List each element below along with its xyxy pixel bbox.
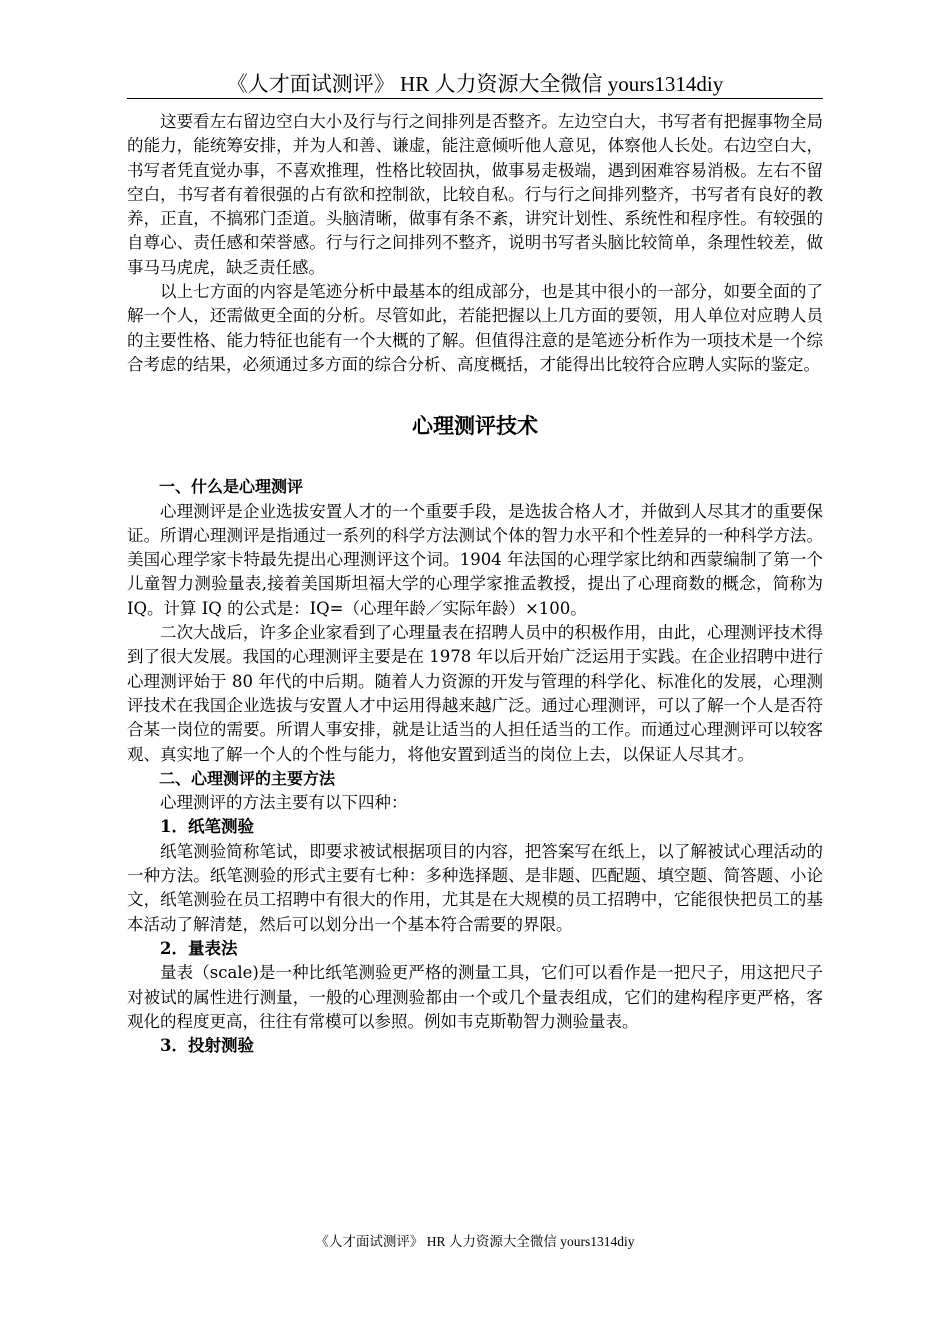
section-title: 心理测评技术 xyxy=(412,414,538,439)
header-divider xyxy=(127,98,823,99)
section-1-heading: 一、什么是心理测评 xyxy=(159,477,304,497)
intro-paragraph-1: 这要看左右留边空白大小及行与行之间排列是否整齐。左边空白大，书写者有把握事物全局的能力，能统筹安排，并为人和善、谦虚，能注意倾听他人意见，体察他人长处。右边空白大，书写者凭直觉办事，不喜欢推理，性格比较固执，做事易走极端，遇到困难容易消极。左右不留空白，书写者有着很强的占有欲和控制欲，比较自私。行与行之间排列整齐，书写者有良好的教养，正直，不搞邪门歪道。头脑清晰，做事有条不紊，讲究计划性、系统性和程序性。有较强的自尊心、责任感和荣誉感。行与行之间排列不整齐，说明书写者头脑比较简单，条理性较差，做事马马虎虎，缺乏责任感。 xyxy=(127,112,823,277)
method-1-text: 纸笔测验简称笔试，即要求被试根据项目的内容，把答案写在纸上，以了解被试心理活动的一种方法。纸笔测验的形式主要有七种：多种选择题、是非题、匹配题、填空题、简答题、小论文，纸笔测验在员工招聘中有很大的作用，尤其是在大规模的员工招聘中，它能很快把员工的基本活动了解清楚，然后可以划分出一个基本符合需要的界限。 xyxy=(127,841,823,934)
method-2-text: 量表（scale)是一种比纸笔测验更严格的测量工具，它们可以看作是一把尺子，用这把尺子对被试的属性进行测量，一般的心理测验都由一个或几个量表组成，它们的建构程序更严格，客观化的程度更高，往往有常模可以参照。例如韦克斯勒智力测验量表。 xyxy=(127,963,823,1031)
method-1-title: 1．纸笔测验 xyxy=(160,817,254,837)
intro-paragraph-2: 以上七方面的内容是笔迹分析中最基本的组成部分，也是其中很小的一部分，如要全面的了解一个人，还需做更全面的分析。尽管如此，若能把握以上几方面的要领，用人单位对应聘人员的主要性格、能力特征也能有一个大概的了解。但值得注意的是笔迹分析作为一项技术是一个综合考虑的结果，必须通过多方面的综合分析、高度概括，才能得出比较符合应聘人实际的鉴定。 xyxy=(127,282,823,374)
page-header: 《人才面试测评》 HR 人力资源大全微信 yours1314diy xyxy=(226,72,724,96)
document-body xyxy=(127,110,823,1058)
method-3-title: 3．投射测验 xyxy=(160,1036,254,1056)
method-2-title: 2．量表法 xyxy=(160,938,238,958)
page-footer: 《人才面试测评》 HR 人力资源大全微信 yours1314diy xyxy=(315,1234,635,1249)
section-1-paragraph-2: 二次大战后，许多企业家看到了心理量表在招聘人员中的积极作用，由此，心理测评技术得到了很大发展。我国的心理测评主要是在 1978 年以后开始广泛运用于实践。在企业招聘中进行心理测评始于 80 年代的中后期。随着人力资源的开发与管理的科学化、标准化的发展，心理测评技术在我国企业选拔与安置人才中运用得越来越广泛。通过心理测评，可以了解一个人是否符合某一岗位的需要。所谓人事安排，就是让适当的人担任适当的工作。而通过心理测评可以较客观、真实地了解一个人的个性与能力，将他安置到适当的岗位上去，以保证人尽其才。 xyxy=(127,623,823,764)
section-2-heading: 二、心理测评的主要方法 xyxy=(159,768,336,788)
section-1-paragraph-1: 心理测评是企业选拔安置人才的一个重要手段，是选拔合格人才，并做到人尽其才的重要保证。所谓心理测评是指通过一系列的科学方法测试个体的智力水平和个性差异的一种科学方法。美国心理学家卡特最先提出心理测评这个词。1904 年法国的心理学家比纳和西蒙编制了第一个儿童智力测验量表,接着美国斯坦福大学的心理学家推孟教授，提出了心理商数的概念，简称为 IQ。计算 IQ 的公式是：IQ=（心理年龄／实际年龄）×100。 xyxy=(127,501,823,618)
section-2-intro: 心理测评的方法主要有以下四种： xyxy=(160,793,408,813)
